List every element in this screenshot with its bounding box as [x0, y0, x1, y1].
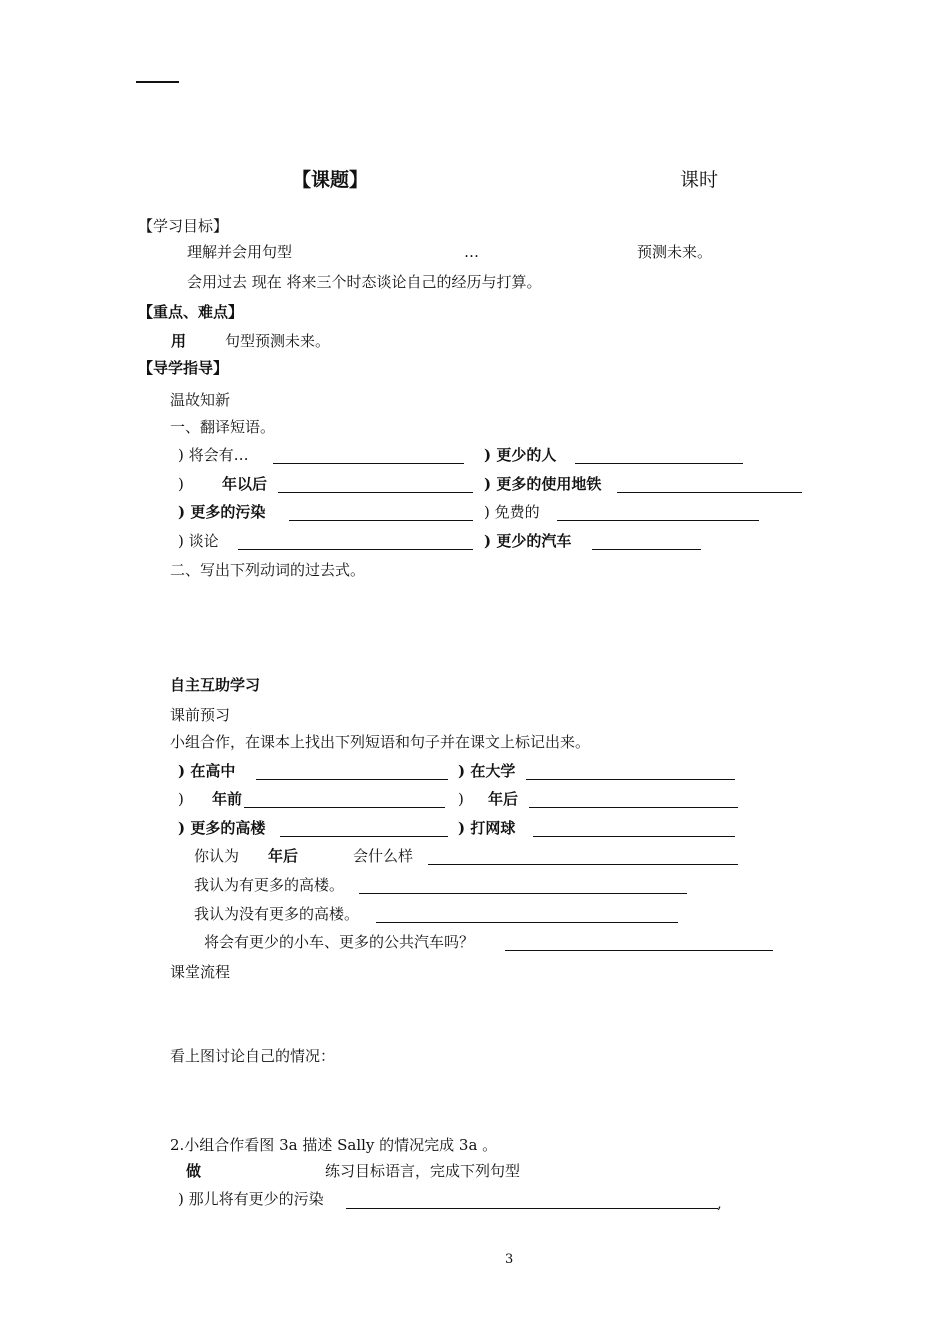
- answer-blank[interactable]: [238, 549, 473, 550]
- answer-blank[interactable]: [256, 779, 448, 780]
- answer-blank[interactable]: [529, 807, 738, 808]
- review-item-8: ) 更少的汽车: [484, 532, 572, 550]
- review-item-5: ) 更多的污染: [178, 503, 266, 521]
- goals-heading: 【学习目标】: [138, 217, 229, 235]
- self-item-2: ) 在大学: [458, 762, 516, 780]
- answer-blank[interactable]: [617, 492, 802, 493]
- task2-do-b: 练习目标语言，完成下列句型: [325, 1162, 521, 1180]
- review-item-2: ) 更少的人: [484, 446, 557, 464]
- answer-blank[interactable]: [505, 950, 773, 951]
- answer-blank[interactable]: [376, 922, 678, 923]
- self-item-4: 年后: [488, 790, 519, 808]
- key-heading: 【重点、难点】: [138, 303, 244, 321]
- self-instruction: 小组合作，在课本上找出下列短语和句子并在课文上标记出来。: [170, 733, 591, 751]
- review-part2: 二、写出下列动词的过去式。: [170, 561, 366, 579]
- goals-line1-a: 理解并会用句型: [187, 243, 293, 261]
- self-q3: 我认为没有更多的高楼。: [194, 905, 360, 923]
- self-q1-a: 你认为: [194, 847, 240, 865]
- self-item-3: 年前: [212, 790, 243, 808]
- lesson-period: 课时: [680, 169, 719, 191]
- self-title: 自主互助学习: [170, 676, 261, 694]
- task2-do-a: 做: [186, 1162, 202, 1180]
- review-item-4: ) 更多的使用地铁: [484, 475, 602, 493]
- self-q1-b: 年后: [268, 847, 299, 865]
- goals-line1-b: …: [464, 243, 479, 261]
- answer-blank[interactable]: [526, 779, 735, 780]
- review-part1: 一、翻译短语。: [170, 418, 276, 436]
- answer-blank[interactable]: [359, 893, 687, 894]
- review-item-7: ) 谈论: [178, 532, 219, 550]
- review-item-3: 年以后: [222, 475, 268, 493]
- key-b: 句型预测未来。: [225, 332, 331, 350]
- answer-blank[interactable]: [289, 520, 473, 521]
- class-flow: 课堂流程: [170, 963, 231, 981]
- review-item-6: ) 免费的: [484, 503, 540, 521]
- self-q1-c: 会什么样: [353, 847, 414, 865]
- answer-blank[interactable]: [244, 807, 445, 808]
- answer-blank[interactable]: [428, 864, 738, 865]
- answer-blank[interactable]: [592, 549, 701, 550]
- self-item-6: ) 打网球: [458, 819, 516, 837]
- lesson-title: 【课题】: [292, 169, 369, 191]
- self-q4: 将会有更少的小车、更多的公共汽车吗？: [204, 933, 475, 951]
- self-q2: 我认为有更多的高楼。: [194, 876, 345, 894]
- key-a: 用: [171, 332, 187, 350]
- self-item-3-paren: ): [178, 790, 184, 808]
- self-item-5: ) 更多的高楼: [178, 819, 266, 837]
- task2-item: ) 那儿将有更少的污染: [178, 1190, 324, 1208]
- goals-line1-c: 预测未来。: [637, 243, 713, 261]
- answer-blank[interactable]: [533, 836, 735, 837]
- discuss-text: 看上图讨论自己的情况：: [170, 1047, 336, 1065]
- review-item-1: ) 将会有…: [178, 446, 249, 464]
- review-item-3-paren: ): [178, 475, 184, 493]
- page-number: 3: [505, 1252, 514, 1267]
- review-title: 温故知新: [170, 391, 231, 409]
- answer-blank[interactable]: [575, 463, 743, 464]
- task2-tail: ,: [717, 1194, 722, 1212]
- answer-blank[interactable]: [280, 836, 448, 837]
- guide-heading: 【导学指导】: [138, 359, 229, 377]
- answer-blank[interactable]: [557, 520, 759, 521]
- goals-line2: 会用过去 现在 将来三个时态谈论自己的经历与打算。: [187, 273, 542, 291]
- answer-blank[interactable]: [273, 463, 464, 464]
- answer-blank[interactable]: [278, 492, 473, 493]
- self-item-4-paren: ): [458, 790, 464, 808]
- header-rule: [136, 81, 179, 83]
- self-item-1: ) 在高中: [178, 762, 236, 780]
- task2-line1: 2.小组合作看图 3a 描述 Sally 的情况完成 3a 。: [170, 1136, 498, 1154]
- self-preview: 课前预习: [170, 706, 231, 724]
- answer-blank[interactable]: [346, 1208, 718, 1209]
